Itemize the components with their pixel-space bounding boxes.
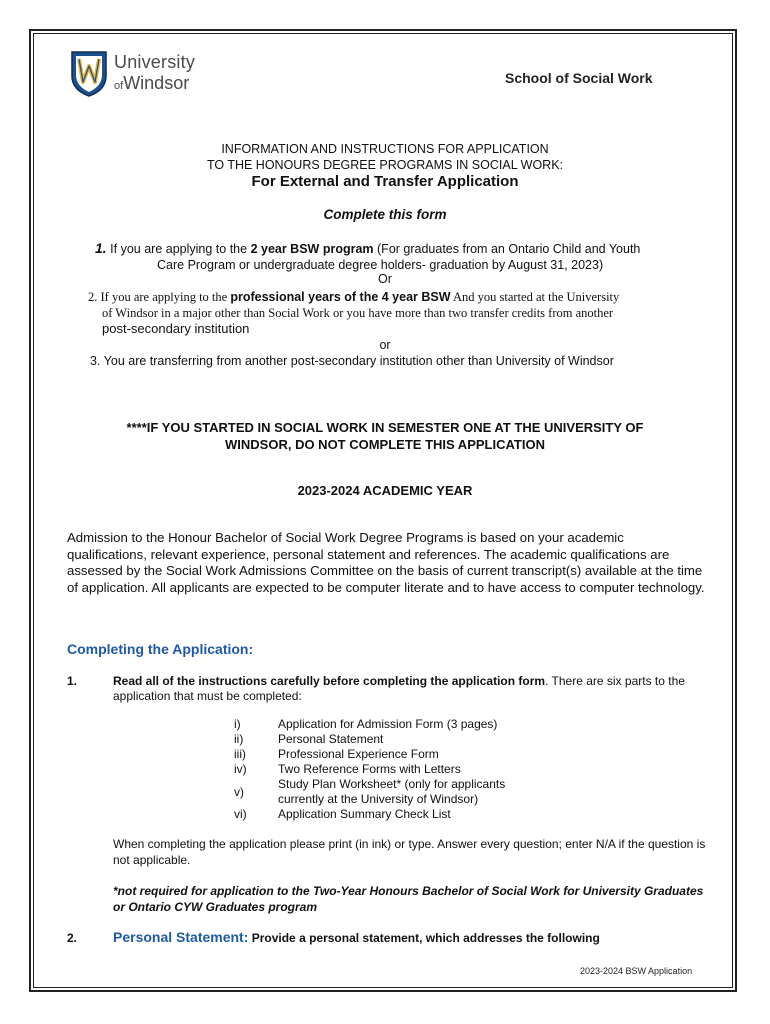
list-item-number: ii) xyxy=(234,732,244,746)
personal-statement-label: Personal Statement: xyxy=(113,929,249,945)
warning-notice xyxy=(0,419,770,453)
option-2-number: 2. xyxy=(88,290,98,304)
list-item-number: iii) xyxy=(234,747,246,761)
item-2-rest: Provide a personal statement, which addresses the following xyxy=(251,931,600,945)
or-separator-1: Or xyxy=(378,272,392,286)
not-required-note: *not required for application to the Two-Year Honours Bachelor of Social Work for University Graduates or Ontario CYW Graduates program xyxy=(113,884,704,914)
logo-text-windsor: Windsor xyxy=(123,73,190,93)
option-2-continuation-1: of Windsor in a major other than Social Work or you have more than two transfer credits from another xyxy=(102,306,614,320)
option-3: 3. You are transferring from another post-secondary institution other than University of Windsor xyxy=(90,354,614,368)
option-1-pre: If you are applying to the xyxy=(110,242,248,256)
list-item-text: Personal Statement xyxy=(278,732,384,746)
item-1-bold: Read all of the instructions carefully before completing the application form xyxy=(113,674,546,688)
list-item xyxy=(234,732,528,747)
list-item-number: i) xyxy=(234,717,241,731)
item-1-rest: . There are six parts to the application that must be completed: xyxy=(113,674,685,703)
parts-list xyxy=(234,717,528,822)
complete-form-heading: Complete this form xyxy=(323,207,447,222)
warning-line-1: ****IF YOU STARTED IN SOCIAL WORK IN SEMESTER ONE AT THE UNIVERSITY OF xyxy=(126,420,644,435)
list-item-text: Two Reference Forms with Letters xyxy=(278,762,461,776)
list-item-number: v) xyxy=(234,784,244,799)
option-2-pre: If you are applying to the xyxy=(100,290,228,304)
academic-year-heading: 2023-2024 ACADEMIC YEAR xyxy=(297,483,473,498)
option-1 xyxy=(95,240,710,273)
document-title xyxy=(0,141,770,173)
warning-line-2: WINDSOR, DO NOT COMPLETE THIS APPLICATION xyxy=(225,437,545,452)
school-name: School of Social Work xyxy=(505,70,653,86)
item-2-text xyxy=(113,929,713,945)
list-item-text: Application Summary Check List xyxy=(278,807,451,821)
option-2-post: And you started at the University xyxy=(452,290,620,304)
option-1-post: (For graduates from an Ontario Child and Youth xyxy=(377,242,641,256)
instructions-note: When completing the application please print (in ink) or type. Answer every question; enter N/A if the question is not applicable. xyxy=(113,837,706,867)
option-2 xyxy=(88,289,713,337)
intro-paragraph: Admission to the Honour Bachelor of Social Work Degree Programs is based on your academic qualifications, relevant experience, personal statement and references. The academic qualifications are assessed by the Social Work Admissions Committee on the basis of current transcript(s) available at the time of application. All applicants are expected to be computer literate and to have access to computer technology. xyxy=(67,530,705,595)
option-2-bold: professional years of the 4 year BSW xyxy=(230,290,451,304)
page-footer: 2023-2024 BSW Application xyxy=(580,966,693,976)
or-separator-2: or xyxy=(379,338,391,352)
option-1-bold: 2 year BSW program xyxy=(250,242,374,256)
list-item xyxy=(234,762,528,777)
list-item xyxy=(234,777,528,807)
option-1-number: 1. xyxy=(95,240,107,256)
item-2-number: 2. xyxy=(67,931,78,945)
list-item xyxy=(234,807,528,822)
section-heading: Completing the Application: xyxy=(67,641,254,657)
item-1-text xyxy=(113,674,713,704)
logo-text-windsor-line xyxy=(114,73,189,94)
university-logo xyxy=(70,48,200,98)
list-item-number: iv) xyxy=(234,762,247,776)
document-subtitle: For External and Transfer Application xyxy=(251,173,519,190)
option-2-continuation-2: post-secondary institution xyxy=(102,321,250,336)
list-item-text: Application for Admission Form (3 pages) xyxy=(278,717,498,731)
item-1-number: 1. xyxy=(67,674,78,688)
list-item-text: Professional Experience Form xyxy=(278,747,439,761)
title-line-2: TO THE HONOURS DEGREE PROGRAMS IN SOCIAL WORK: xyxy=(206,158,564,172)
list-item xyxy=(234,717,528,732)
logo-text-of: of xyxy=(114,80,124,92)
list-item-text: Study Plan Worksheet* (only for applicants currently at the University of Windsor) xyxy=(278,777,506,806)
title-line-1: INFORMATION AND INSTRUCTIONS FOR APPLICATION xyxy=(221,142,549,156)
option-1-continuation: Care Program or undergraduate degree holders- graduation by August 31, 2023) xyxy=(157,258,604,272)
list-item-number: vi) xyxy=(234,807,247,821)
list-item xyxy=(234,747,528,762)
logo-text-university: University xyxy=(114,52,196,72)
